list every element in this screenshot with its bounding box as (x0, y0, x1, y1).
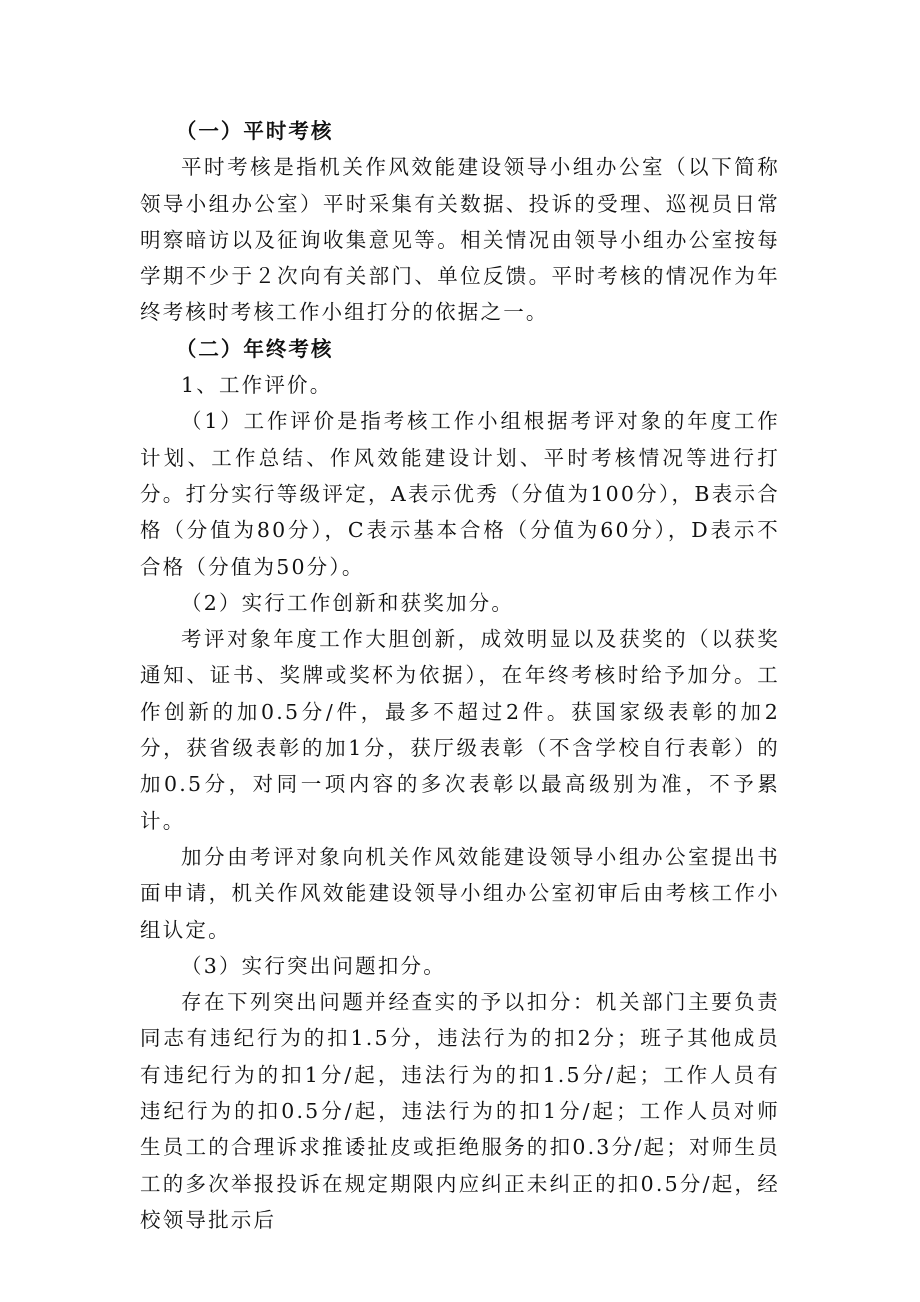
section-heading-annual-assessment: （二）年终考核 (175, 336, 334, 361)
list-item-innovation-bonus: （2）实行工作创新和获奖加分。 (181, 590, 515, 615)
paragraph-deduction-rules: 存在下列突出问题并经查实的予以扣分：机关部门主要负责同志有违纪行为的扣1.5分，违法行为的扣2分；班子其他成员有违纪行为的扣1分/起，违法行为的扣1.5分/起；工作人员有违纪行为的扣0.5分/起，违法行为的扣1分/起；工作人员对师生员工的合理诉求推诿扯皮或拒绝服务的扣0.3分/起；对师生员工的多次举报投诉在规定期限内应纠正未纠正的扣0.5分/起，经校领导批示后 (140, 990, 780, 1232)
list-item-problem-deduction: （3）实行突出问题扣分。 (181, 953, 446, 978)
paragraph-bonus-rules: 考评对象年度工作大胆创新，成效明显以及获奖的（以获奖通知、证书、奖牌或奖杯为依据），在年终考核时给予加分。工作创新的加0.5分/件，最多不超过2件。获国家级表彰的加2分，获省级表彰的加1分，获厅级表彰（不含学校自行表彰）的加0.5分，对同一项内容的多次表彰以最高级别为准，不予累计。 (140, 627, 780, 833)
list-item-work-evaluation: 1、工作评价。 (181, 373, 333, 398)
paragraph-bonus-application: 加分由考评对象向机关作风效能建设领导小组办公室提出书面申请，机关作风效能建设领导小组办公室初审后由考核工作小组认定。 (140, 844, 780, 942)
paragraph-grading-rules: （1）工作评价是指考核工作小组根据考评对象的年度工作计划、工作总结、作风效能建设计划、平时考核情况等进行打分。打分实行等级评定，A表示优秀（分值为100分），B表示合格（分值为80分），C表示基本合格（分值为60分），D表示不合格（分值为50分）。 (140, 409, 780, 579)
paragraph-routine-assessment: 平时考核是指机关作风效能建设领导小组办公室（以下简称领导小组办公室）平时采集有关数据、投诉的受理、巡视员日常明察暗访以及征询收集意见等。相关情况由领导小组办公室按每学期不少于２次向有关部门、单位反馈。平时考核的情况作为年终考核时考核工作小组打分的依据之一。 (140, 155, 780, 325)
document-body (140, 113, 780, 1238)
section-heading-routine-assessment: （一）平时考核 (175, 119, 334, 143)
